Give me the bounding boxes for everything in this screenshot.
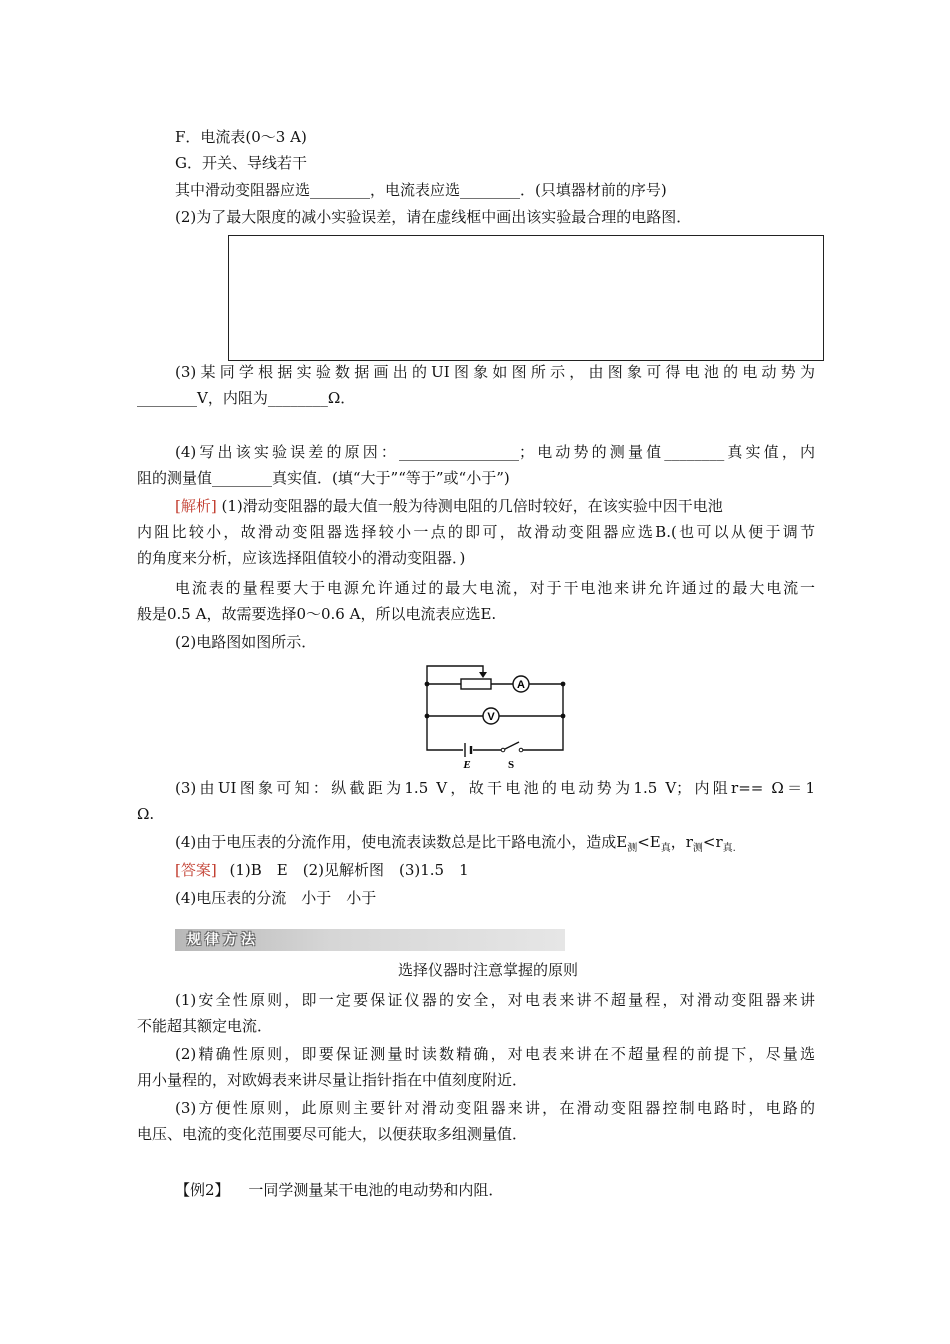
answer-dashed-box — [228, 235, 824, 361]
analysis-tag: [解析] — [175, 497, 217, 515]
method-banner-label: 规律方法 — [187, 932, 259, 948]
line-question-4-cont: 阻的测量值________真实值．(填“大于”“等于”或“小于”) — [137, 469, 510, 487]
line-rule-3-cont: 电压、电流的变化范围要尽可能大，以便获取多组测量值． — [137, 1125, 528, 1143]
e-true-sub: 真 — [660, 843, 671, 854]
ammeter-label: A — [517, 679, 525, 691]
analysis-9-text: (4)由于电压表的分流作用，使电流表读数总是比干路电流小，造成E — [175, 833, 628, 851]
line-rule-3: (3)方便性原则，此原则主要针对滑动变阻器来讲，在滑动变阻器控制电路时，电路的 — [175, 1099, 815, 1117]
line-fill-choice: 其中滑动变阻器应选________，电流表应选________．(只填器材前的序号) — [175, 181, 667, 199]
line-question-4: (4)写出该实验误差的原因：________________；电动势的测量值________真实值，内 — [175, 443, 815, 461]
voltmeter-label: V — [487, 711, 495, 723]
line-analysis-9 — [175, 832, 736, 859]
line-analysis-7: (3)由UI图象可知：纵截距为1.5 V，故干电池的电动势为1.5 V；内阻r== Ω＝1 — [175, 779, 815, 797]
example-tag: 【例2】 — [175, 1181, 230, 1199]
circuit-diagram — [415, 662, 567, 770]
e-measured-sub: 测 — [627, 843, 638, 854]
line-rule-1-cont: 不能超其额定电流． — [137, 1017, 273, 1035]
line-rule-1: (1)安全性原则，即一定要保证仪器的安全，对电表来讲不超量程，对滑动变阻器来讲 — [175, 991, 815, 1009]
line-analysis-6: (2)电路图如图所示． — [175, 633, 317, 651]
line-analysis-1 — [175, 496, 815, 516]
line-analysis-8: Ω. — [137, 805, 155, 823]
line-analysis-5: 般是0.5 A，故需要选择0～0.6 A，所以电流表应选E. — [137, 605, 497, 623]
line-analysis-4: 电流表的量程要大于电源允许通过的最大电流，对于干电池来讲允许通过的最大电流一 — [175, 579, 815, 597]
example-text: 一同学测量某干电池的电动势和内阻． — [248, 1181, 504, 1199]
switch-label: S — [507, 759, 515, 770]
line-answer-2: (4)电压表的分流 小于 小于 — [175, 889, 377, 907]
line-question-3-cont: ________V，内阻为________Ω． — [137, 389, 356, 407]
analysis-9-lt2: <r — [702, 833, 723, 851]
answer-text: (1)B E (2)见解析图 (3)1.5 1 — [229, 861, 469, 879]
line-answer-1 — [175, 860, 469, 880]
section-heading: 选择仪器时注意掌握的原则 — [398, 961, 579, 979]
line-analysis-2: 内阻比较小，故滑动变阻器选择较小一点的即可，故滑动变阻器应选B.(也可以从便于调节 — [137, 523, 815, 541]
line-rule-2: (2)精确性原则，即要保证测量时读数精确，对电表来讲在不超量程的前提下，尽量选 — [175, 1045, 815, 1063]
analysis-text: (1)滑动变阻器的最大值一般为待测电阻的几倍时较好，在该实验中因干电池 — [221, 497, 723, 515]
r-true-sub: 真. — [722, 843, 736, 854]
line-f-ammeter: F．电流表(0～3 A) — [175, 128, 307, 146]
line-question-3: (3)某同学根据实验数据画出的UI图象如图所示，由图象可得电池的电动势为 — [175, 363, 815, 381]
battery-label: E — [463, 759, 471, 770]
line-example-2 — [175, 1180, 503, 1200]
line-rule-2-cont: 用小量程的，对欧姆表来讲尽量让指针指在中值刻度附近． — [137, 1071, 528, 1089]
r-measured-sub: 测 — [692, 843, 703, 854]
analysis-9-lt1: <E — [637, 833, 661, 851]
line-analysis-3: 的角度来分析，应该选择阻值较小的滑动变阻器．) — [137, 549, 466, 567]
line-g-switch: G．开关、导线若干 — [175, 154, 307, 172]
answer-tag: [答案] — [175, 861, 217, 879]
line-question-2: (2)为了最大限度的减小实验误差，请在虚线框中画出该实验最合理的电路图． — [175, 208, 692, 226]
method-banner — [175, 929, 565, 951]
analysis-9-r: ，r — [670, 833, 693, 851]
